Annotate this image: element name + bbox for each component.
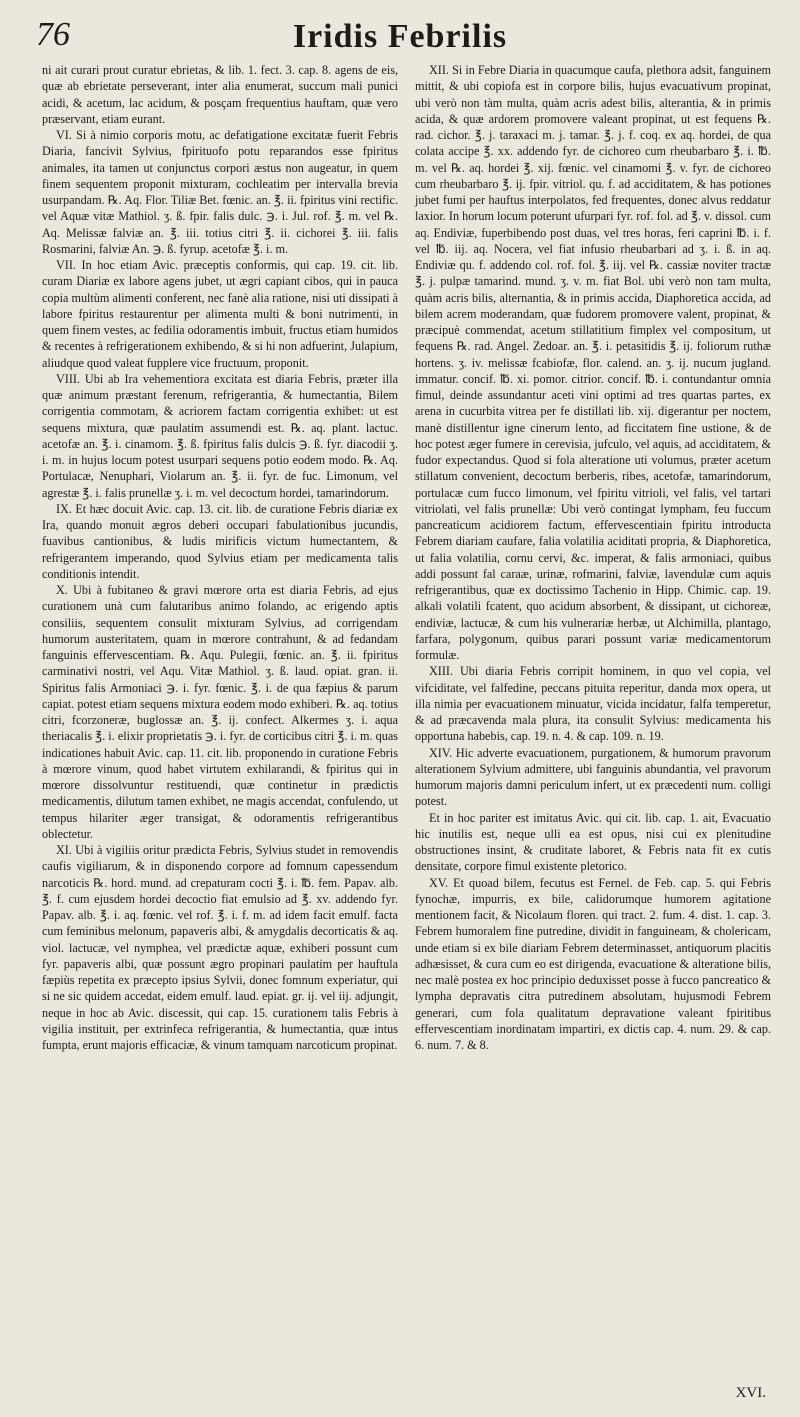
paragraph: X. Ubi à fubitaneo & gravi mœrore orta est diaria Febris, ad ejus curationem unà cum falutaribus animo folando, ac erigendo aptis consiliis, sequentem consulit mixturam Sylvius, ad corrigendam humorum austeritatem, quam in mœrore contrahunt, & ad fedandam fanguinis effervescentiam. ℞. Aqu. Pulegii, fœnic. an. ℥. ii. fpiritus carminativi nostri, vel Aqu. Vitæ Mathiol. ʒ. ß. laud. opiat. gran. ii. Spiritus falis Armoniaci ℈. i. fyr. fœnic. ℥. i. de qua fæpius & parum capiat. potest etiam sequens mixtura eodem modo exhiberi. ℞. aq. totius citri, fcorzoneræ, buglossæ an. ℥. ij. confect. Alkermes ʒ. i. aqua theriacalis ℥. i. elixir proprietatis ℈. i. fyr. de corticibus citri ℥. i. m. quas indicationes habuit Avic. cap. 11. cit. lib. proponendo in curatione Febris à mœrore vinum, quod habet virtutem exhilarandi, & fpiritus qui in mœrore dissolvuntur restituendi, quæ continetur in prædictis medicamentis, dilutum tamen exhibet, ne magis accendat, confulendo, ut tempus hilariter æger transigat, & odoramentis refrigerantibus oblectetur. (42, 583, 398, 841)
left-column (42, 62, 398, 1053)
running-head: Iridis Febrilis (292, 18, 508, 55)
paragraph: Et in hoc pariter est imitatus Avic. qui cit. lib. cap. 1. ait, Evacuatio hic inutilis est, neque ulli ea est opus, nisi cui ex plenitudine obstructiones insint, & cruditate laboret, & Febris nata fit ex cutis densitate, corpore fimul existente pletorico. (415, 810, 771, 874)
right-column (415, 62, 771, 1053)
page-header (0, 8, 800, 64)
paragraph: VIII. Ubi ab Ira vehementiora excitata est diaria Febris, præter illa quæ animum præstant ferenum, refrigerantia, & humectantia, Bilem corrigentia commotam, & acriorem factam corrigentia exhibet: ut est sequens mixtura, quæ paulatim assumendi est. ℞. aq. plant. lactuc. acetofæ an. ℥. i. cinamom. ℥. ß. fpiritus falis dulcis ℈. ß. fyr. diacodii ʒ. i. m. in hujus locum potest usurpari sequens potio eodem modo. ℞. Aq. Portulacæ, Nenuphari, Violarum an. ℥. ii. fyr. de fuc. Limonum, vel agrestæ ℥. i. falis prunellæ ʒ. i. m. vel decoctum hordei, tamarindorum. (42, 371, 398, 500)
paragraph: XI. Ubi à vigiliis oritur prædicta Febris, Sylvius studet in removendis caufis vigiliarum, & in disponendo corpore ad fomnum capessendum narcoticis ℞. hord. mund. ad crepaturam cocti ℥. i. ℔. fem. Papav. alb. ℥. f. cum ejusdem hordei decoctio fiat emulsio ad ℥. xv. addendo fyr. Papav. alb. ℥. i. aq. fœnic. vel rof. ℥. i. f. m. ad idem facit emulf. facta cum feminibus melonum, papaveris albi, & amygdalis decorticatis & aq. viol. lactucæ, vel nymphea, vel prædictæ aquæ, exhiberi possunt cum fyr. papaveris albi, quæ possunt ægro propinari paulatim per hauftula fæpiùs repetita ex præcepto ipsius Sylvii, donec fomnum experiatur, qui si ne sic quidem accedat, eidem emulf. laud. epiat. gr. ij. vel iij. adjungit, neque in hoc ab Avic. discessit, qui cap. 15. curationem talis Febris à vigilia instituit, per extrinfeca refrigerantia, & humectantia, quæ intus fumpta, erunt majoris efficaciæ, & vinum tamquam narcoticum propinat. (42, 843, 398, 1052)
page-number: 76 (36, 16, 70, 53)
paragraph: VI. Si à nimio corporis motu, ac defatigatione excitatæ fuerit Febris Diaria, fancivit Sylvius, fpirituofo potu reparandos esse fpiritus animales, ita tamen ut conjunctus corpori æstus non augeatur, in quem finem sequentem proponit mixturam, cochleatim per intervalla brevia usurpandam. ℞. Aq. Flor. Tiliæ Bet. fœnic. an. ℥. ii. fpiritus vini rectific. vel Aquæ vitæ Mathiol. ʒ. ß. fpir. falis dulc. ℈. i. Jul. rof. ℥. m. vel ℞. Aq. Melissæ falviæ an. ℥. iii. totius citri ℥. ii. cichorei ℥. iii. falis Rosmarini, falviæ An. ℈. ß. fyrup. acetofæ ℥. i. m. (42, 128, 398, 256)
paragraph: XIV. Hic adverte evacuationem, purgationem, & humorum pravorum alterationem Sylvium admittere, ubi fanguinis abundantia, vel pravorum humorum majoris damni periculum infert, ut ex præcedenti num. colligi potest. (415, 745, 771, 809)
paragraph: XIII. Ubi diaria Febris corripit hominem, in quo vel copia, vel vifciditate, vel falfedine, peccans pituita reperitur, danda mox opera, ut illa nimia per evacuationem minuatur, vicida incidatur, falfa temperetur, & ad præcavenda mala plura, ita consulit Sylvius: medicamenta his opportuna habebis, cap. 19. n. 4. & cap. 109. n. 19. (415, 664, 771, 744)
catchword: XVI. (735, 1385, 766, 1401)
paragraph: ni ait curari prout curatur ebrietas, & lib. 1. fect. 3. cap. 8. agens de eis, quæ ab ebrietate perseverant, inter alia enumerat, succum mali punici acidi, & acetum, lac acidum, & posçam frequentius hauftam, quæ vero præservant, etiam eurant. (42, 63, 398, 126)
paragraph: XV. Et quoad bilem, fecutus est Fernel. de Feb. cap. 5. qui Febris fynochæ, impurris, ex bile, calidorumque humorem agitatione mentionem facit, & Nicolaum floren. qui tract. 2. fum. 4. dist. 1. cap. 3. Febrem humoralem fine putredine, dividit in fanguineam, & cholericam, unde etiam si ex bile diariam Febrem determinasset, antiquorum placitis adhæsisset, & cura cum eo est dirigenda, evacuatione & alteratione bilis, nec malè postea ex hoc principio deduxisset posse à fucco pancreatico & lympha depravatis citra putredinem absolutam, hujusmodi Febrem generari, cum fola qualitatum depravatione valeant fpiritibus effervescentiam inordinatam impartiri, ex dictis cap. 4. num. 29. & cap. 6. num. 7. & 8. (415, 875, 771, 1052)
paragraph: XII. Si in Febre Diaria in quacumque caufa, plethora adsit, fanguinem mittit, & ubi copiofa est in corpore bilis, hujus evacuativum propinat, ubi verò non tàm multa, quàm acris adest bilis, alterantia, & in primis acida, & quæ ardorem promovere valeant propinat, ut est fequens ℞. rad. cichor. ℥. j. taraxaci m. j. tamar. ℥. j. f. coq. ex aq. hordei, de qua colata accipe ℥. xx. addendo fyr. de cichoreo cum rheubarbaro ℥. i. ℔. m. vel ℞. aq. hordei ℥. xij. fœnic. vel cinamomi ℥. v. fyr. de cichoreo cum rheubarbaro ℥. ij. fpir. vitriol. qu. f. ad acciditatem, & has potiones jubet fumi per hauftus interpolatos, fed frequentes, donec alvus reddatur laxior. In horum locum poterunt ufurpari fyr. rof. fol. ad ℥. v. dissol. cum aq. Endiviæ, fuperbibendo post duas, vel tres horas, feri caprini ℔. i. f. vel ℔. iij. aq. Nocera, vel fiat infusio rheubarbari ad ʒ. i. ß. in aq. Endiviæ qu. f. addendo col. rof. fol. ℥. iij. vel ℞. cassiæ noviter tractæ ℥. j. pulpæ tamarind. mund. ʒ. v. m. fiat Bol. ubi verò non tam multa, quàm acris bilis, alternantia, & in primis accida, Diaphoretica accida, ad bilem acrem moderandam, quæ fudorem promovere valent, propinat, & præcipuè commendat, acetum stillatitium fimplex vel compositum, ut fequens ℞. rad. Angel. Zedoar. an. ℥. i. petasitidis ℥. ij. foliorum ruthæ hortens. ʒ. iv. melissæ fcabiofæ, flor. calend. an. ʒ. ij. nucum jugland. immatur. concif. ℔. xi. pomor. citrior. concif. ℔. i. contundantur omnia fimul, deinde assundantur aceti vini optimi ad tres quartas partes, ex arena in cucurbita vitrea per fe distillati lib. xij. digerantur per noctem, manè distillentur igne cinerum lento, ad ficcitatem fine ustione, & de hoc potest æger fumere in cerevisia, jufculo, vel aquis, ad acciditatem, & fudor expectandus. Quod si fola alteratione uti volumus, præter acetum stillatum convenient, decoctum berberis, ribes, acetofæ, tamarindorum, portulacæ cum fucco limonum, vel fpiritu vitrioli, vel falis, vel tartari vitriolati, vel falis prunellæ: Ubi verò contingat lympham, feu fuccum pancreaticum acidiorem factum, effervescentiain fpiritu introducta Febrem diariam caufare, falia volatilia aciditati propria, & Diaphoretica, ut falia volatilia, cornu cervi, &c. imperat, & falis armoniaci, quibus addi possunt fal caraæ, urinæ, rofmarini, falviæ, lavendulæ cum aquis refrigerantibus, quæ ex doctissimo Tachenio in Hipp. Chimic. cap. 19. alkali volatili fcatent, quo acidum absorbent, & dissipant, ut cichoreæ, endiviæ, lactucæ, & cum his vulnerariæ herbæ, ut Alchimilla, plantago, farfara, polygonum, quibus parari possunt variæ medicamentorum formulæ. (415, 63, 771, 662)
paragraph: IX. Et hæc docuit Avic. cap. 13. cit. lib. de curatione Febris diariæ ex Ira, quando monuit ægros deberi occupari fabulationibus jucundis, fuavibus cantionibus, & ludis mirificis victum humectantem, & refrigerantem imperando, quod Sylvius etiam per medicamenta talis conditionis intendit. (42, 501, 398, 581)
paragraph: VII. In hoc etiam Avic. præceptis conformis, qui cap. 19. cit. lib. curam Diariæ ex labore agens jubet, ut ægri capiant cibos, qui in pauca copia multùm alimenti conferent, nec fanè alia ratione, nisi uti dissipati à labore fpiritus restaurentur per alimenta multi & boni nutrimenti, in quem finem vestes, ac fedilia odoramentis imbuit, fructus etiam humidos & recentes à refrigerationem exhibendo, & si hi non adfuerint, Julapium, aliudque quod valeat fupplere vice fructuum, proponit. (42, 258, 398, 370)
